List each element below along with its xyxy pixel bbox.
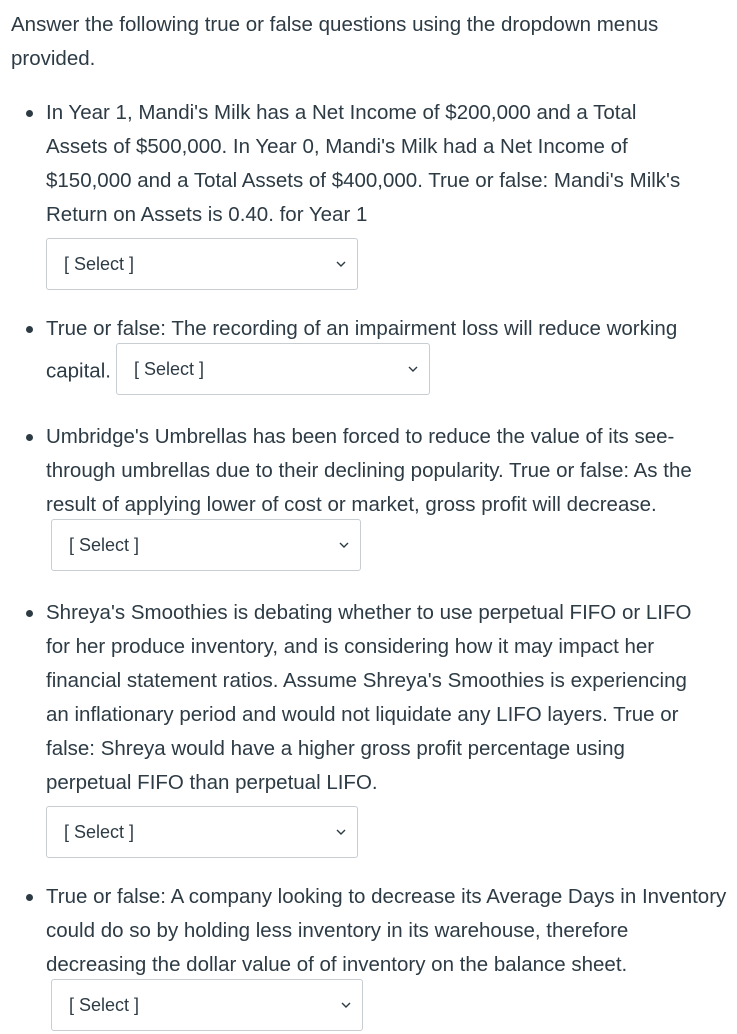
chevron-down-icon (340, 999, 352, 1011)
question-item-5 (11, 880, 727, 1034)
question-text: Umbridge's Umbrellas has been forced to reduce the value of its see-through umbrellas due to their declining popularity. True or false: As the result of applying lower of cost or market, gross profit will decrease. (46, 425, 692, 516)
answer-dropdown-5[interactable] (51, 979, 363, 1031)
question-text: In Year 1, Mandi's Milk has a Net Income of $200,000 and a Total Assets of $500,000. In Year 0, Mandi's Milk had a Net Income of $150,000 and a Total Assets of $400,000. True or false: Mandi's Milk's Return on Assets is 0.40. for Year 1 (46, 101, 681, 226)
answer-dropdown-4[interactable] (46, 806, 358, 858)
dropdown-value: [ Select ] (64, 822, 135, 842)
chevron-down-icon (407, 363, 419, 375)
question-item-3 (11, 420, 727, 574)
question-text: True or false: A company looking to decrease its Average Days in Inventory could do so by holding less inventory in its warehouse, therefore decreasing the dollar value of of inventory on the balance sheet. (46, 885, 727, 976)
chevron-down-icon (335, 826, 347, 838)
chevron-down-icon (335, 258, 347, 270)
question-list (11, 96, 727, 1034)
dropdown-value: [ Select ] (64, 254, 135, 274)
dropdown-value: [ Select ] (69, 535, 140, 555)
answer-dropdown-2[interactable] (116, 343, 430, 395)
answer-dropdown-1[interactable] (46, 238, 358, 290)
answer-dropdown-3[interactable] (51, 519, 361, 571)
question-item-2 (11, 312, 727, 398)
question-text: Shreya's Smoothies is debating whether to use perpetual FIFO or LIFO for her produce inventory, and is considering how it may impact her financial statement ratios. Assume Shreya's Smoothies is experiencing an inflationary period and would not liquidate any LIFO layers. True or false: Shreya would have a higher gross profit percentage using perpetual FIFO than perpetual LIFO. (46, 601, 692, 794)
dropdown-value: [ Select ] (133, 359, 204, 379)
question-item-1 (11, 96, 727, 290)
chevron-down-icon (338, 539, 350, 551)
question-item-4 (11, 596, 727, 858)
instructions-text: Answer the following true or false questions using the dropdown menus provided. (11, 13, 659, 70)
question-text: True or false: The recording of an impairment loss will reduce working capital. (46, 317, 678, 383)
dropdown-value: [ Select ] (69, 995, 140, 1015)
